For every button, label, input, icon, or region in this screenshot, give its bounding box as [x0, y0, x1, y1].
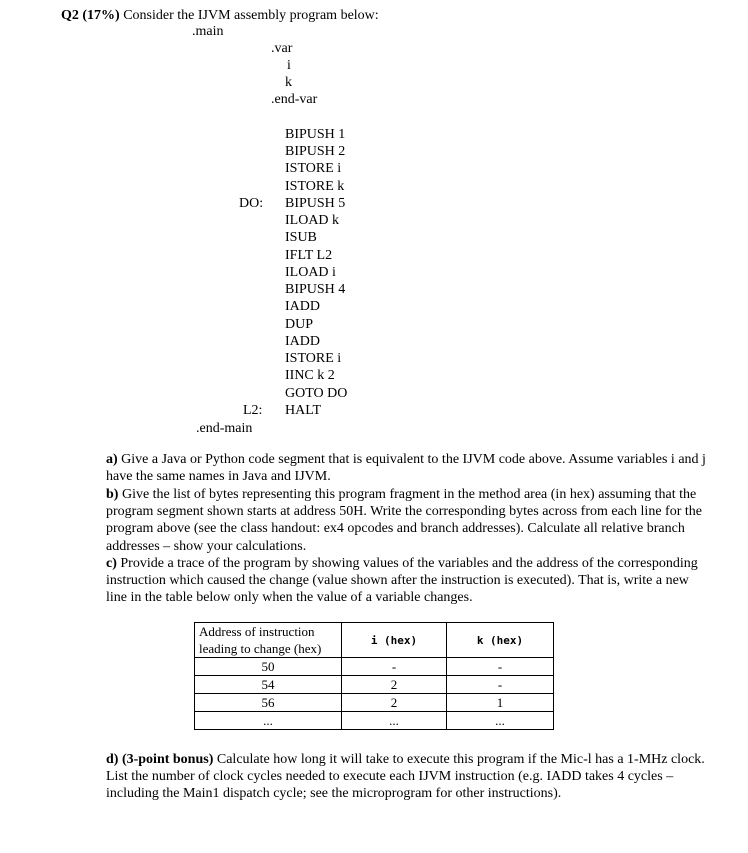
- var-end: .end-var: [271, 92, 318, 107]
- cell-address: ...: [195, 712, 342, 730]
- instruction-line: ILOAD i: [285, 265, 336, 280]
- instruction-line: BIPUSH 2: [285, 144, 346, 159]
- trace-table: [194, 622, 554, 730]
- instruction-line: IADD: [285, 299, 320, 314]
- instruction-line: DUP: [285, 317, 314, 332]
- instruction-line: IFLT L2: [285, 248, 333, 263]
- instruction-line: ISTORE i: [285, 161, 342, 176]
- part-c-label: c): [106, 556, 117, 571]
- question-number: Q2 (17%): [61, 8, 120, 23]
- cell-address: 56: [195, 694, 342, 712]
- instruction-line: IINC k 2: [285, 368, 335, 383]
- label-do: DO:: [239, 196, 264, 211]
- header-address-line2: leading to change (hex): [195, 640, 342, 658]
- part-d: [106, 751, 706, 803]
- instruction-line: HALT: [285, 403, 322, 418]
- part-b: [106, 486, 706, 555]
- part-c-text: Provide a trace of the program by showing values of the variables and the address of the corresponding instruction which caused the change (value shown after the instruction is executed). That is, write a new line in the table below only when the value of a variable changes.: [106, 556, 698, 606]
- instruction-line: BIPUSH 4: [285, 282, 346, 297]
- var-i: i: [287, 58, 291, 73]
- instruction-line: IADD: [285, 334, 320, 349]
- header-i-text: i (hex): [370, 634, 418, 647]
- header-i: [342, 623, 447, 658]
- part-b-text: Give the list of bytes representing this program fragment in the method area (in hex) assuming that the program segment shown starts at address 50H. Write the corresponding bytes across from each line for the program above (see the class handout: ex4 opcodes and branch addresses). Calculate all relative branch addresses – show your calculations.: [106, 487, 702, 554]
- cell-address: 50: [195, 658, 342, 676]
- part-a: [106, 451, 706, 485]
- cell-i: 2: [342, 676, 447, 694]
- cell-k: ...: [447, 712, 554, 730]
- instruction-line: BIPUSH 5: [285, 196, 346, 211]
- table-row: [195, 676, 554, 694]
- instruction-line: GOTO DO: [285, 386, 348, 401]
- instruction-line: ISTORE i: [285, 351, 342, 366]
- cell-address: 54: [195, 676, 342, 694]
- instruction-line: ILOAD k: [285, 213, 340, 228]
- cell-i: -: [342, 658, 447, 676]
- instruction-line: BIPUSH 1: [285, 127, 346, 142]
- table-header-row: [195, 623, 554, 641]
- question-intro: Consider the IJVM assembly program below:: [123, 8, 379, 23]
- cell-k: 1: [447, 694, 554, 712]
- header-k: [447, 623, 554, 658]
- main-start: .main: [192, 24, 224, 39]
- var-k: k: [285, 75, 292, 90]
- header-k-text: k (hex): [476, 634, 524, 647]
- cell-i: 2: [342, 694, 447, 712]
- table-row: [195, 658, 554, 676]
- part-d-text: Calculate how long it will take to execute this program if the Mic-l has a 1-MHz clock. List the number of clock cycles needed to execute each IJVM instruction (e.g. IADD takes 4 cycles – including the Main1 dispatch cycle; see the microprogram for other instructions).: [106, 752, 705, 802]
- question-heading: [61, 7, 379, 24]
- part-d-label: d) (3-point bonus): [106, 752, 214, 767]
- cell-k: -: [447, 676, 554, 694]
- part-a-text: Give a Java or Python code segment that is equivalent to the IJVM code above. Assume variables i and j have the same names in Java and IJVM.: [106, 452, 706, 485]
- part-c: [106, 555, 706, 607]
- main-end: .end-main: [196, 421, 253, 436]
- instruction-line: ISTORE k: [285, 179, 345, 194]
- header-address-line1: Address of instruction: [195, 623, 342, 641]
- var-start: .var: [271, 41, 293, 56]
- instruction-line: ISUB: [285, 230, 317, 245]
- cell-i: ...: [342, 712, 447, 730]
- table-row: [195, 694, 554, 712]
- part-a-label: a): [106, 452, 118, 467]
- table-row: [195, 712, 554, 730]
- cell-k: -: [447, 658, 554, 676]
- part-b-label: b): [106, 487, 119, 502]
- label-l2: L2:: [243, 403, 263, 418]
